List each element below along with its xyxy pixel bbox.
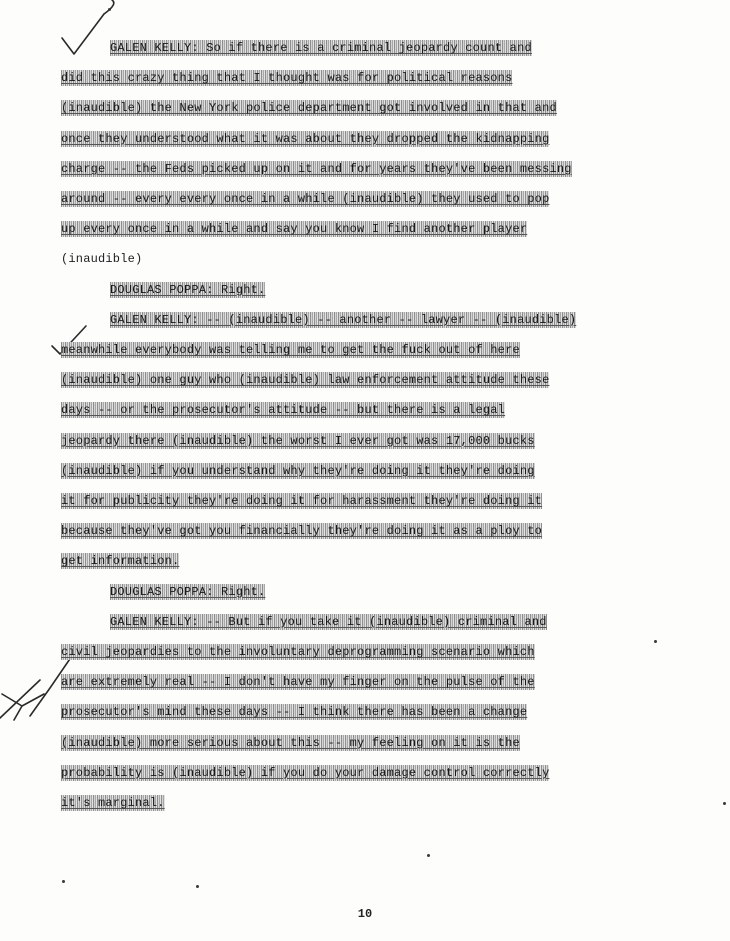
redacted-line-text: civil jeopardies to the involuntary deprogramming scenario which (61, 645, 535, 659)
redacted-line-text: prosecutor's mind these days -- I think there has been a change (61, 705, 528, 720)
redacted-line-text: it's marginal. (61, 796, 165, 810)
redacted-line-text: GALEN KELLY: So if there is a criminal jeopardy count and (110, 41, 532, 55)
transcript-line (61, 128, 721, 150)
transcript-line (61, 550, 721, 572)
transcript-line (61, 339, 721, 361)
transcript-line (61, 399, 721, 421)
transcript-line (110, 37, 721, 59)
redacted-line-text: get information. (61, 554, 180, 569)
transcript-line (110, 279, 721, 301)
transcript-line (61, 762, 721, 784)
speck (62, 880, 65, 883)
redacted-line-text: (inaudible) more serious about this -- my feeling on it is the (61, 735, 520, 750)
page-number: 10 (357, 907, 373, 921)
arrow-shaft (0, 680, 40, 718)
speck (196, 885, 199, 888)
transcript-line (61, 158, 721, 180)
redacted-line-text: because they've got you financially they're doing it as a ploy to (61, 524, 543, 539)
transcript-line (61, 218, 721, 240)
redacted-line-text: jeopardy there (inaudible) the worst I ever got was 17,000 bucks (61, 433, 535, 448)
redacted-line-text: probability is (inaudible) if you do your damage control correctly (61, 765, 550, 780)
transcript-line (61, 460, 721, 482)
redacted-line-text: up every once in a while and say you know I find another player (61, 222, 528, 237)
transcript-line (110, 611, 721, 633)
speck (427, 854, 430, 857)
redacted-line-text: GALEN KELLY: -- But if you take it (inaudible) criminal and (110, 614, 547, 629)
speck (723, 802, 726, 805)
speck (108, 8, 111, 11)
line-text: (inaudible) (61, 252, 143, 267)
redacted-line-text: (inaudible) one guy who (inaudible) law enforcement attitude these (61, 373, 550, 388)
redacted-line-text: DOUGLAS POPPA: Right. (110, 282, 266, 297)
transcript-line (61, 248, 721, 270)
transcript-line (110, 309, 721, 331)
redacted-line-text: did this crazy thing that I thought was for political reasons (61, 71, 513, 86)
transcript-line (61, 520, 721, 542)
transcript-line (61, 732, 721, 754)
redacted-line-text: meanwhile everybody was telling me to get the fuck out of here (61, 343, 520, 357)
arrow-mark (2, 694, 44, 720)
transcript-line (61, 67, 721, 89)
redacted-line-text: DOUGLAS POPPA: Right. (110, 584, 266, 599)
redacted-line-text: (inaudible) the New York police department got involved in that and (61, 101, 557, 116)
redacted-line-text: are extremely real -- I don't have my finger on the pulse of the (61, 675, 535, 690)
transcript-line (61, 97, 721, 119)
speck (654, 640, 657, 643)
redacted-line-text: charge -- the Feds picked up on it and for years they've been messing (61, 161, 572, 176)
transcript-line (61, 430, 721, 452)
redacted-line-text: around -- every every once in a while (inaudible) they used to pop (61, 192, 550, 206)
redacted-line-text: once they understood what it was about they dropped the kidnapping (61, 131, 550, 146)
transcript-line (61, 369, 721, 391)
transcript-line (61, 671, 721, 693)
redacted-line-text: GALEN KELLY: -- (inaudible) -- another -- lawyer -- (inaudible) (110, 312, 577, 327)
transcript-line (110, 581, 721, 603)
redacted-line-text: (inaudible) if you understand why they're doing it they're doing (61, 463, 535, 478)
transcript-line (61, 188, 721, 210)
transcript-line (61, 490, 721, 512)
transcript-line (61, 641, 721, 663)
redacted-line-text: it for publicity they're doing it for harassment they're doing it (61, 494, 543, 508)
redacted-line-text: days -- or the prosecutor's attitude -- but there is a legal (61, 403, 506, 418)
check-mark-1-hook (104, 0, 114, 14)
transcript-line (61, 701, 721, 723)
transcript-line (61, 792, 721, 814)
check-mark-1 (62, 14, 104, 54)
